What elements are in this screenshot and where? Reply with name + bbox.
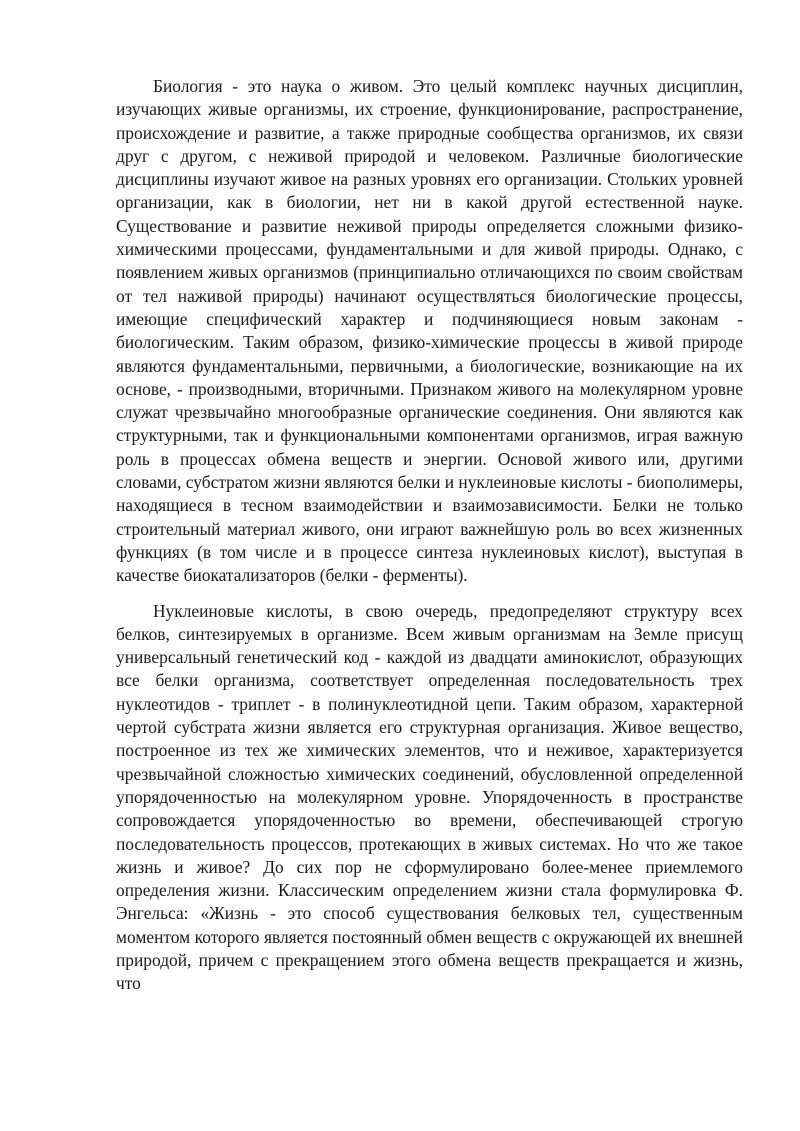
- document-page: [116, 75, 743, 996]
- paragraph-1: Биология - это наука о живом. Это целый комплекс научных дисциплин, изучающих живые организмы, их строение, функционирование, распространение, происхождение и развитие, а также природные сообщества организмов, их связи друг с другом, с неживой природой и человеком. Различные биологические дисциплины изучают живое на разных уровнях его организации. Стольких уровней организации, как в биологии, нет ни в какой другой естественной науке. Существование и развитие неживой природы определяется сложными физико-химическими процессами, фундаментальными и для живой природы. Однако, с появлением живых организмов (принципиально отличающихся по своим свойствам от тел наживой природы) начинают осуществляться биологические процессы, имеющие специфический характер и подчиняющиеся новым законам - биологическим. Таким образом, физико-химические процессы в живой природе являются фундаментальными, первичными, а биологические, возникающие на их основе, - производными, вторичными. Признаком живого на молекулярном уровне служат чрезвычайно многообразные органические соединения. Они являются как структурными, так и функциональными компонентами организмов, играя важную роль в процессах обмена веществ и энергии. Основой живого или, другими словами, субстратом жизни являются белки и нуклеиновые кислоты - биополимеры, находящиеся в тесном взаимодействии и взаимозависимости. Белки не только строительный материал живого, они играют важнейшую роль во всех жизненных функциях (в том числе и в процессе синтеза нуклеиновых кислот), выступая в качестве биокатализаторов (белки - ферменты).: [116, 76, 743, 586]
- paragraph-2: Нуклеиновые кислоты, в свою очередь, предопределяют структуру всех белков, синтезируемых в организме. Всем живым организмам на Земле присущ универсальный генетический код - каждой из двадцати аминокислот, образующих все белки организма, соответствует определенная последовательность трех нуклеотидов - триплет - в полинуклеотидной цепи. Таким образом, характерной чертой субстрата жизни является его структурная организация. Живое вещество, построенное из тех же химических элементов, что и неживое, характеризуется чрезвычайной сложностью химических соединений, обусловленной определенной упорядоченностью на молекулярном уровне. Упорядоченность в пространстве сопровождается упорядоченностью во времени, обеспечивающей строгую последовательность процессов, протекающих в живых системах. Но что же такое жизнь и живое? До сих пор не сформулировано более-менее приемлемого определения жизни. Классическим определением жизни стала формулировка Ф. Энгельса: «Жизнь - это способ существования белковых тел, существенным моментом которого является постоянный обмен веществ с окружающей их внешней природой, причем с прекращением этого обмена веществ прекращается и жизнь, что: [116, 600, 743, 994]
